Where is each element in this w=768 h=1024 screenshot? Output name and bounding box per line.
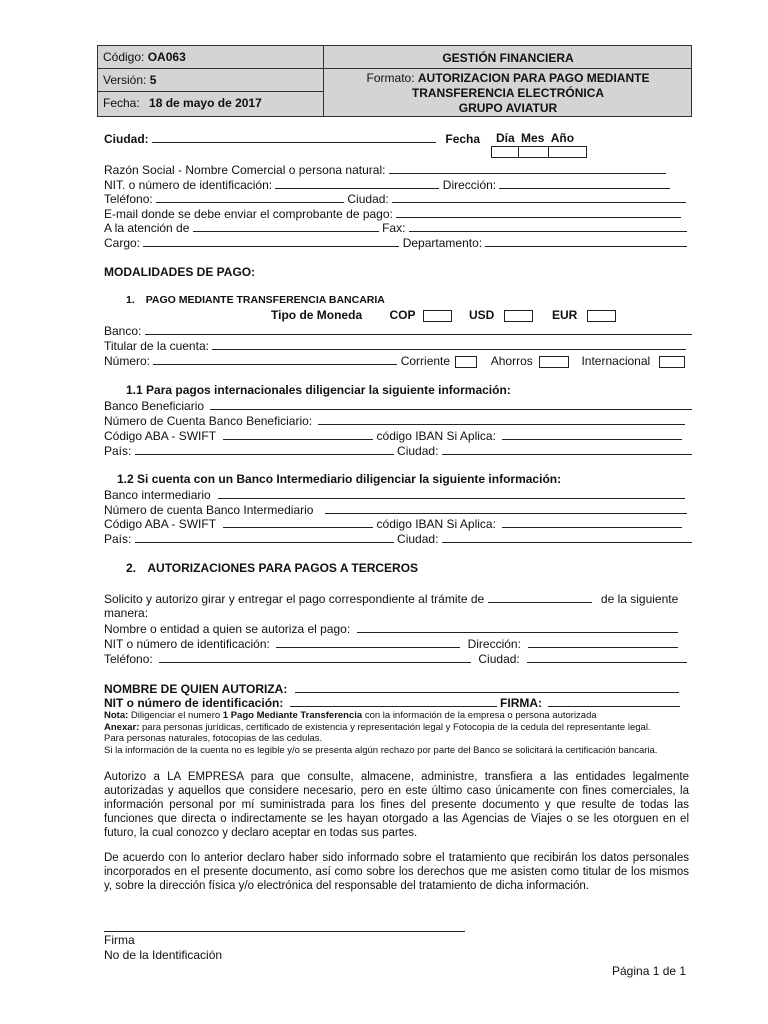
date-boxes[interactable]: [491, 146, 587, 158]
direccion-line[interactable]: [499, 177, 670, 189]
formato-label: Formato:: [366, 71, 415, 85]
solicito-text-end: de la siguiente: [600, 592, 679, 606]
signature-line[interactable]: [104, 931, 465, 932]
section1-1-title: 1.1 Para pagos internacionales diligenciar la siguiente información:: [126, 383, 511, 397]
email-line[interactable]: [396, 206, 681, 218]
nombre-entidad-row: [104, 621, 678, 637]
nit-label: NIT. o número de identificación:: [104, 178, 273, 192]
cuenta-intermediario-line[interactable]: [325, 502, 687, 514]
fecha-label: Fecha:: [103, 96, 140, 110]
section2-number: 2.: [126, 561, 137, 575]
pais-ciudad-row: [104, 443, 692, 459]
iban-line[interactable]: [502, 428, 682, 440]
banco-row: [104, 323, 692, 339]
fax-label: Fax:: [382, 221, 406, 235]
date-box-divider: [548, 147, 549, 158]
solicito-text: Solicito y autorizo girar y entregar el pago correspondiente al trámite de: [104, 592, 485, 606]
pais-label: País:: [104, 444, 132, 458]
version-field: [103, 73, 156, 87]
manera-text: manera:: [104, 606, 149, 620]
nit-direccion-row-2: [104, 636, 678, 652]
atencion-label: A la atención de: [104, 221, 190, 235]
banco-beneficiario-row: [104, 398, 692, 414]
pais-label-2: País:: [104, 532, 132, 546]
banco-line[interactable]: [145, 323, 692, 335]
nombre-autoriza-label: NOMBRE DE QUIEN AUTORIZA:: [104, 682, 288, 696]
swift-iban-row: [104, 428, 682, 444]
version-label: Versión:: [103, 73, 147, 87]
cargo-line[interactable]: [143, 235, 399, 247]
anexar-text: para personas jurídicas, certificado de existencia y representación legal y Fotocopia de la cedula del representante legal.: [142, 722, 651, 733]
numero-label: Número:: [104, 354, 151, 368]
ciudad-fecha-row: [104, 131, 480, 147]
ahorros-label: Ahorros: [490, 354, 533, 368]
razon-social-line[interactable]: [389, 162, 666, 174]
tipo-moneda-label: Tipo de Moneda: [271, 308, 363, 322]
ciudad-line-2[interactable]: [527, 651, 687, 663]
header-row-line: [98, 91, 323, 92]
cop-label: COP: [389, 308, 416, 322]
nit-line[interactable]: [275, 177, 439, 189]
departamento-label: Departamento:: [402, 236, 483, 250]
nombre-entidad-label: Nombre o entidad a quien se autoriza el pago:: [104, 622, 351, 636]
ciudad2-label: Ciudad:: [347, 192, 389, 206]
formato-line-2: TRANSFERENCIA ELECTRÓNICA: [411, 86, 605, 100]
anio-label: Año: [550, 131, 575, 145]
date-box-divider: [518, 147, 519, 158]
page-number: Página 1 de 1: [612, 964, 687, 978]
section1-number: 1.: [126, 294, 135, 306]
iban-label-2: código IBAN Si Aplica:: [376, 517, 496, 531]
ciudad-label-2: Ciudad:: [478, 652, 520, 666]
titular-line[interactable]: [212, 338, 686, 350]
pais-ciudad-row-2: [104, 531, 692, 547]
razon-social-row: [104, 162, 666, 178]
corriente-label: Corriente: [400, 354, 451, 368]
nit-label-2: NIT o número de identificación:: [104, 637, 270, 651]
cargo-label: Cargo:: [104, 236, 141, 250]
telefono-label: Teléfono:: [104, 192, 153, 206]
telefono-line[interactable]: [156, 191, 344, 203]
naturales-line: Para personas naturales, fotocopias de las cedulas.: [104, 733, 323, 744]
firma-line[interactable]: [548, 695, 680, 707]
acuerdo-paragraph: De acuerdo con lo anterior declaro haber sido informado sobre el tratamiento que recibirán los datos personales incorporados en el presente documento, así como sobre los derechos que me asisten como titular de los mismos y, sobre la dirección física y/o electrónica del responsable del tratamiento de dicha información.: [104, 852, 689, 892]
cuenta-beneficiario-row: [104, 413, 685, 429]
dia-label: Día: [496, 131, 515, 145]
pais-line[interactable]: [135, 443, 394, 455]
ciudad-1-1-label: Ciudad:: [397, 444, 439, 458]
eur-checkbox[interactable]: [587, 310, 616, 322]
direccion-label-2: Dirección:: [467, 637, 521, 651]
fecha-label-general: Fecha: [445, 132, 481, 146]
formato-line-1: [324, 71, 692, 85]
razon-social-label: Razón Social - Nombre Comercial o persona natural:: [104, 163, 386, 177]
cuenta-beneficiario-label: Número de Cuenta Banco Beneficiario:: [104, 414, 313, 428]
atencion-line[interactable]: [193, 220, 379, 232]
banco-beneficiario-line[interactable]: [210, 398, 692, 410]
iban-label: código IBAN Si Aplica:: [376, 429, 496, 443]
firma-label: FIRMA:: [500, 696, 543, 710]
codigo-label: Código:: [103, 50, 145, 64]
section2-title: AUTORIZACIONES PARA PAGOS A TERCEROS: [147, 561, 419, 575]
nota-label: Nota:: [104, 710, 129, 721]
nit-firma-row: [104, 695, 680, 711]
banco-intermediario-label: Banco intermediario: [104, 488, 211, 502]
swift-iban-row-2: [104, 516, 682, 532]
nombre-autoriza-line[interactable]: [295, 681, 679, 693]
ciudad2-line[interactable]: [392, 191, 686, 203]
nit-line-2[interactable]: [276, 636, 460, 648]
telefono-label-2: Teléfono:: [104, 652, 153, 666]
numero-row: [104, 353, 685, 369]
anexar-label: Anexar:: [104, 722, 140, 733]
ciudad-1-2-line[interactable]: [442, 531, 692, 543]
swift-label-2: Código ABA - SWIFT: [104, 517, 216, 531]
swift-line-2[interactable]: [223, 516, 373, 528]
nota-text-b: con la información de la empresa o persona autorizada: [364, 710, 597, 721]
nota-text-bold: 1 Pago Mediante Transferencia: [222, 710, 363, 721]
identificacion-caption: No de la Identificación: [104, 948, 223, 962]
ciudad-label: Ciudad:: [104, 132, 149, 146]
autorizo-paragraph: Autorizo a LA EMPRESA para que consulte, almacene, administre, transfiera a las entidades legalmente autorizadas y aquellos que considere necesario, pero en este último caso únicamente con fines comerciales, la información personal por mí suministrada para los fines del presente documento y que resulte de todas las funciones que directa o indirectamente se les hayan otorgado a las Agencias de Viajes o se les otorguen en el futuro, la cual conozco y declaro aceptar en todas sus partes.: [104, 771, 689, 839]
header-row-line: [324, 68, 692, 69]
date-header-labels: [496, 131, 574, 146]
swift-line[interactable]: [223, 428, 373, 440]
banco-beneficiario-label: Banco Beneficiario: [104, 399, 205, 413]
banco-label: Banco:: [104, 324, 142, 338]
swift-label: Código ABA - SWIFT: [104, 429, 216, 443]
section1-2-title: 1.2 Si cuenta con un Banco Intermediario diligenciar la siguiente información:: [117, 472, 562, 486]
section1-title: PAGO MEDIANTE TRANSFERENCIA BANCARIA: [145, 294, 385, 306]
cargo-departamento-row: [104, 235, 687, 251]
atencion-fax-row: [104, 220, 687, 236]
internacional-checkbox[interactable]: [659, 356, 685, 368]
fax-line[interactable]: [409, 220, 687, 232]
header-row-line: [98, 68, 323, 69]
usd-checkbox[interactable]: [504, 310, 533, 322]
numero-line[interactable]: [153, 353, 397, 365]
banco-intermediario-line[interactable]: [218, 487, 685, 499]
tipo-moneda-row: [271, 308, 616, 323]
cuenta-beneficiario-line[interactable]: [318, 413, 685, 425]
header-title: GESTIÓN FINANCIERA: [442, 51, 574, 65]
departamento-line[interactable]: [485, 235, 687, 247]
cop-checkbox[interactable]: [423, 310, 452, 322]
ciudad-1-1-line[interactable]: [442, 443, 692, 455]
codigo-field: [103, 50, 186, 64]
formato-value: AUTORIZACION PARA PAGO MEDIANTE: [417, 71, 650, 85]
corriente-checkbox[interactable]: [455, 356, 477, 368]
firma-caption: Firma: [104, 933, 135, 947]
telefono-ciudad-row-2: [104, 651, 687, 667]
ciudad-1-2-label: Ciudad:: [397, 532, 439, 546]
fecha-field: [103, 96, 262, 110]
document-header: [97, 45, 692, 117]
ahorros-checkbox[interactable]: [539, 356, 569, 368]
nit-autoriza-label: NIT o número de identificación:: [104, 696, 284, 710]
section1-heading: [126, 294, 385, 306]
iban-line-2[interactable]: [502, 516, 682, 528]
modalidades-title: MODALIDADES DE PAGO:: [104, 265, 256, 279]
ciudad-line[interactable]: [152, 131, 436, 143]
telefono-ciudad-row: [104, 191, 686, 207]
nit-autoriza-line[interactable]: [290, 695, 497, 707]
nombre-entidad-line[interactable]: [357, 621, 678, 633]
cuenta-intermediario-label: Número de cuenta Banco Intermediario: [104, 503, 314, 517]
nota-line: [104, 710, 597, 722]
usd-label: USD: [468, 308, 495, 322]
formato-line-3: GRUPO AVIATUR: [458, 101, 558, 115]
version-value: 5: [149, 73, 157, 87]
telefono-line-2[interactable]: [159, 651, 471, 663]
nota-text-a: Diligenciar el numero: [130, 710, 221, 721]
eur-label: EUR: [551, 308, 578, 322]
mes-label: Mes: [521, 131, 545, 145]
legible-line: Si la información de la cuenta no es legible y/o se presenta algún rechazo por parte del Banco se solicitará la certificación bancaria.: [104, 745, 658, 756]
email-label: E-mail donde se debe enviar el comprobante de pago:: [104, 207, 393, 221]
pais-line-2[interactable]: [135, 531, 394, 543]
fecha-value: 18 de mayo de 2017: [149, 96, 262, 110]
codigo-value: OA063: [147, 50, 186, 64]
banco-intermediario-row: [104, 487, 685, 503]
titular-label: Titular de la cuenta:: [104, 339, 209, 353]
internacional-label: Internacional: [581, 354, 651, 368]
titular-row: [104, 338, 686, 354]
section2-heading: [126, 561, 418, 576]
direccion-label: Dirección:: [442, 178, 497, 192]
solicito-row: [104, 591, 678, 607]
tramite-line[interactable]: [488, 591, 592, 603]
direccion-line-2[interactable]: [528, 636, 678, 648]
